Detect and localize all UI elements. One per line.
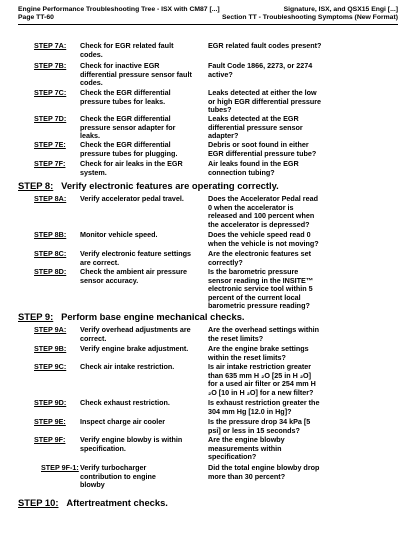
step-question: Did the total engine blowby drop more than 30 percent? <box>208 463 320 481</box>
step-question: Leaks detected at the EGR differential pressure sensor adapter? <box>208 114 303 141</box>
header-doc-title: Engine Performance Troubleshooting Tree - ISX with CM87 [...] <box>18 6 220 13</box>
step-heading-label[interactable]: STEP 8: <box>18 180 54 191</box>
step-heading-text: Aftertreatment checks. <box>66 497 168 508</box>
step-question: Does the vehicle speed read 0 when the vehicle is not moving? <box>208 230 319 248</box>
step-action: Check the EGR differential pressure tubes for leaks. <box>80 88 171 106</box>
step-heading-label[interactable]: STEP 9: <box>18 311 54 322</box>
step-action: Inspect charge air cooler <box>80 417 166 426</box>
step-question: Air leaks found in the EGR connection tubing? <box>208 159 299 177</box>
header-right <box>222 6 398 22</box>
step-question: Are the overhead settings within the reset limits? <box>208 325 320 343</box>
header-page-number: Page TT-60 <box>18 14 54 22</box>
step-question: Fault Code 1866, 2273, or 2274 active? <box>208 61 313 79</box>
step-question: Are the engine brake settings within the reset limits? <box>208 344 309 362</box>
step-question: EGR related fault codes present? <box>208 41 322 50</box>
step-action: Verify engine brake adjustment. <box>80 344 189 353</box>
step-label[interactable]: STEP 7A: <box>34 41 67 50</box>
step-action: Check for inactive EGR differential pressure sensor fault codes. <box>80 61 192 88</box>
step-action: Check the EGR differential pressure tubes for plugging. <box>80 140 178 158</box>
step-label[interactable]: STEP 9C: <box>34 362 67 371</box>
step-action: Verify overhead adjustments are correct. <box>80 325 191 343</box>
step-label[interactable]: STEP 9B: <box>34 344 67 353</box>
header-divider <box>18 24 398 25</box>
step-action: Verify engine blowby is within specification. <box>80 435 183 453</box>
step-label[interactable]: STEP 7C: <box>34 88 67 97</box>
step-label[interactable]: STEP 7D: <box>34 114 67 123</box>
step-action: Check exhaust restriction. <box>80 398 170 407</box>
step-action: Check for EGR related fault codes. <box>80 41 174 59</box>
step-question: Is air intake restriction greater than 635 mm H ₂O [25 in H ₂O] for a used air filter or 254 mm H ₂O [10 in H ₂O] for a new filter? <box>208 362 316 397</box>
step-label[interactable]: STEP 7F: <box>34 159 66 168</box>
step-label[interactable]: STEP 7B: <box>34 61 67 70</box>
step-action: Verify accelerator pedal travel. <box>80 194 184 203</box>
step-label[interactable]: STEP 8C: <box>34 249 67 258</box>
header-engine-series: Signature, ISX, and QSX15 Engi [...] <box>283 6 398 13</box>
step-question: Is exhaust restriction greater the 304 mm Hg [12.0 in Hg]? <box>208 398 320 416</box>
step-action: Check air intake restriction. <box>80 362 175 371</box>
step-question: Does the Accelerator Pedal read 0 when the accelerator is released and 100 percent when the accelerator is depressed? <box>208 194 318 229</box>
step-action: Check the EGR differential pressure sensor adapter for leaks. <box>80 114 176 141</box>
step-question: Debris or soot found in either EGR differential pressure tube? <box>208 140 317 158</box>
step-label[interactable]: STEP 9E: <box>34 417 66 426</box>
step-label[interactable]: STEP 7E: <box>34 140 66 149</box>
step-heading-text: Verify electronic features are operating correctly. <box>61 180 279 191</box>
step-label[interactable]: STEP 8B: <box>34 230 67 239</box>
step-8-heading <box>18 180 279 191</box>
step-10-heading <box>18 497 168 508</box>
header-section: Section TT - Troubleshooting Symptoms (New Format) <box>222 14 398 22</box>
step-label[interactable]: STEP 8D: <box>34 267 67 276</box>
step-question: Leaks detected at either the low or high EGR differential pressure tubes? <box>208 88 322 115</box>
step-action: Monitor vehicle speed. <box>80 230 158 239</box>
step-question: Is the pressure drop 34 kPa [5 psi] or less in 15 seconds? <box>208 417 311 435</box>
step-label[interactable]: STEP 9A: <box>34 325 67 334</box>
step-question: Are the electronic features set correctly? <box>208 249 312 267</box>
step-action: Check for air leaks in the EGR system. <box>80 159 183 177</box>
step-heading-label[interactable]: STEP 10: <box>18 497 59 508</box>
step-question: Is the barometric pressure sensor reading in the INSITE™ electronic service tool within 5 percent of the current local barometric pressure reading? <box>208 267 314 311</box>
step-label[interactable]: STEP 9F: <box>34 435 66 444</box>
step-9-heading <box>18 311 245 322</box>
step-action: Verify turbocharger contribution to engine blowby <box>80 463 156 490</box>
step-label[interactable]: STEP 9F-1: <box>41 463 79 472</box>
step-question: Are the engine blowby measurements within specification? <box>208 435 285 462</box>
header-left <box>18 6 220 22</box>
step-action: Check the ambient air pressure sensor accuracy. <box>80 267 188 285</box>
step-heading-text: Perform base engine mechanical checks. <box>61 311 245 322</box>
step-action: Verify electronic feature settings are correct. <box>80 249 192 267</box>
step-label[interactable]: STEP 8A: <box>34 194 67 203</box>
step-label[interactable]: STEP 9D: <box>34 398 67 407</box>
